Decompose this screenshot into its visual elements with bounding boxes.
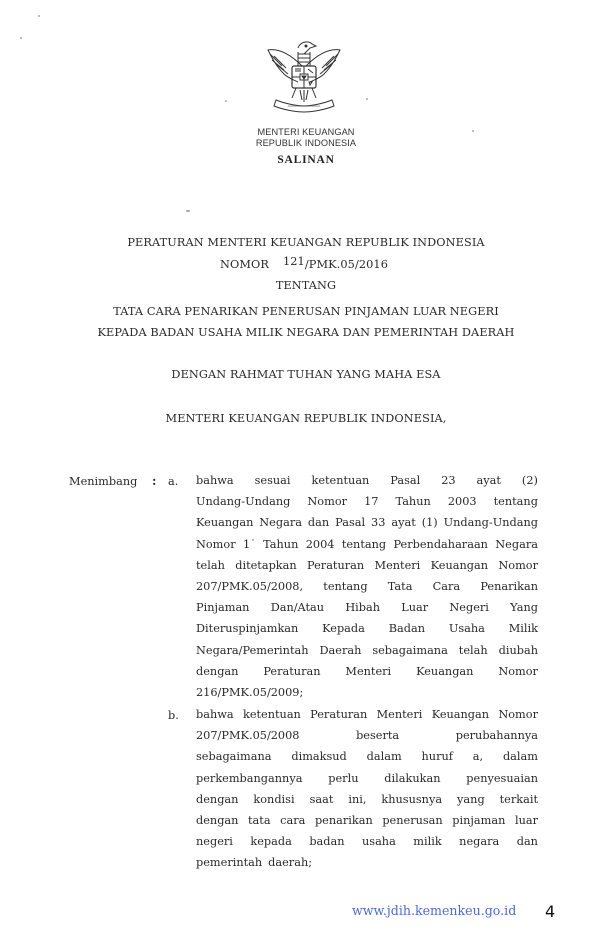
word: dengan — [196, 813, 239, 827]
word: telah — [458, 643, 488, 657]
nomor-number: 121 — [282, 255, 305, 268]
word: Keuangan — [196, 516, 254, 530]
menimbang-colon: : — [152, 474, 157, 488]
word: negara — [459, 835, 500, 849]
word: dengan — [196, 664, 239, 678]
word: Peraturan — [263, 664, 321, 678]
paragraph-line — [196, 555, 538, 576]
word: perkembangannya — [196, 771, 303, 785]
copy-label: SALINAN — [277, 154, 335, 166]
word: Tahun — [395, 495, 431, 509]
paragraph-line — [196, 576, 538, 597]
paragraph-line — [196, 789, 538, 810]
word: dengan — [196, 792, 239, 806]
word: 23 — [441, 474, 456, 487]
word: diubah — [498, 643, 538, 657]
word: penyesuaian — [466, 771, 538, 785]
word: 207/PMK.05/2008 — [196, 729, 300, 743]
word: sebagaimana — [372, 643, 448, 657]
word: Kepada — [322, 622, 365, 636]
word: (2) — [521, 474, 538, 487]
word: ayat — [476, 474, 501, 487]
word: penarikan — [314, 813, 373, 827]
word: Hibah — [345, 601, 381, 615]
word: Badan — [388, 622, 425, 636]
scan-speck — [472, 130, 474, 132]
word: daerah; — [268, 856, 313, 870]
word: ini, — [348, 792, 367, 806]
scan-speck — [38, 15, 40, 17]
word: ayat — [391, 516, 416, 530]
paragraph-line — [196, 810, 538, 831]
page-number-mark: 4 — [545, 902, 556, 921]
item-a-paragraph — [196, 470, 538, 703]
paragraph-line — [196, 682, 538, 703]
word: dalam — [366, 750, 402, 764]
word: Menteri — [374, 558, 421, 572]
item-a-letter: a. — [168, 475, 179, 488]
paragraph-line — [196, 491, 538, 512]
word: Negeri — [449, 601, 489, 615]
subject-line-2: KEPADA BADAN USAHA MILIK NEGARA DAN PEMERINTAH DAERAH — [97, 326, 515, 339]
paragraph-line — [196, 597, 538, 618]
word: dimaksud — [291, 750, 347, 764]
regulation-title: PERATURAN MENTERI KEUANGAN REPUBLIK INDONESIA — [127, 236, 485, 249]
word: cara — [280, 813, 306, 827]
word: 17 — [364, 495, 379, 509]
word: sesuai — [254, 474, 291, 487]
word: 1˙ — [242, 537, 256, 551]
word: 2003 — [447, 495, 477, 509]
paragraph-line — [196, 768, 538, 789]
word: beserta — [356, 729, 400, 743]
word: ditetapkan — [235, 558, 297, 572]
word: milik — [413, 835, 442, 849]
paragraph-line — [196, 470, 538, 491]
word: Milik — [508, 622, 538, 636]
word: 207/PMK.05/2008, — [196, 579, 304, 593]
paragraph-line — [196, 852, 538, 873]
word: Negara — [259, 516, 302, 530]
nomor-suffix: /PMK.05/2016 — [304, 258, 388, 271]
word: Nomor — [498, 558, 538, 572]
word: badan — [309, 835, 345, 849]
word: yang — [457, 792, 485, 806]
word: Nomor — [196, 537, 236, 551]
word: Keuangan — [430, 558, 489, 572]
subject-line-1: TATA CARA PENARIKAN PENERUSAN PINJAMAN LUAR NEGERI — [113, 305, 499, 318]
blessing-line: DENGAN RAHMAT TUHAN YANG MAHA ESA — [171, 368, 441, 381]
word: ketentuan — [242, 708, 301, 721]
jdih-website-link[interactable]: www.jdih.kemenkeu.go.id — [352, 903, 517, 918]
word: pinjaman — [452, 813, 506, 827]
nomor-label: NOMOR — [220, 258, 269, 271]
word: tentang — [341, 537, 387, 551]
paragraph-line — [196, 704, 538, 725]
word: Perbendaharaan — [393, 537, 488, 551]
minister-line: MENTERI KEUANGAN REPUBLIK INDONESIA, — [165, 412, 447, 425]
tentang-label: TENTANG — [275, 279, 337, 292]
word: 216/PMK.05/2009; — [196, 685, 304, 699]
paragraph-line — [196, 746, 538, 767]
word: penerusan — [382, 813, 443, 827]
paragraph-line — [196, 725, 538, 746]
word: Keuangan — [416, 664, 474, 678]
word: saat — [309, 792, 334, 806]
word: Menteri — [345, 664, 392, 678]
word: terkait — [499, 792, 538, 806]
word: 33 — [371, 516, 386, 530]
word: negeri — [196, 835, 233, 849]
word: Keuangan — [431, 708, 490, 721]
word: Penarikan — [480, 579, 538, 593]
paragraph-line — [196, 661, 538, 682]
word: Daerah — [319, 643, 362, 657]
word: Peraturan — [310, 708, 368, 721]
word: Usaha — [448, 622, 485, 636]
ministry-name-line1: MENTERI KEUANGAN — [257, 127, 355, 137]
ministry-name-line2: REPUBLIK INDONESIA — [255, 138, 357, 148]
word: Diteruspinjamkan — [196, 622, 299, 636]
word: tentang — [493, 495, 538, 509]
word: Pasal — [390, 474, 421, 487]
word: kepada — [250, 835, 292, 849]
item-b-letter: b. — [168, 709, 179, 722]
word: Dan/Atau — [270, 601, 325, 615]
word: 2004 — [305, 537, 335, 551]
word: Luar — [401, 601, 429, 615]
word: Menteri — [376, 708, 423, 721]
word: Undang-Undang — [196, 495, 291, 509]
item-b-paragraph — [196, 704, 538, 874]
paragraph-line — [196, 512, 538, 533]
word: Yang — [510, 601, 538, 615]
word: Peraturan — [307, 558, 365, 572]
regulation-number — [0, 255, 610, 271]
word: perlu — [328, 771, 359, 785]
word: dilakukan — [384, 771, 441, 785]
word: telah — [196, 558, 225, 572]
word: bahwa — [196, 708, 234, 721]
word: a, — [472, 750, 484, 764]
word: sebagaimana — [196, 750, 272, 764]
word: Nomor — [307, 495, 348, 509]
word: luar — [514, 813, 538, 827]
word: Cara — [432, 579, 461, 593]
word: perubahannya — [455, 729, 538, 743]
scan-speck — [186, 210, 190, 212]
word: Negara/Pemerintah — [196, 643, 309, 657]
word: usaha — [362, 835, 396, 849]
paragraph-line — [196, 640, 538, 661]
word: pemerintah — [196, 856, 263, 870]
word: dan — [307, 516, 330, 530]
word: Tata — [387, 579, 413, 593]
word: Pasal — [335, 516, 366, 530]
word: Nomor — [498, 708, 538, 721]
word: ketentuan — [311, 474, 370, 487]
word: Nomor — [498, 664, 538, 678]
scan-speck — [20, 37, 22, 39]
word: Negara — [495, 537, 538, 551]
word: tata — [248, 813, 271, 827]
word: huruf — [421, 750, 453, 764]
word: Pinjaman — [196, 601, 250, 615]
word: Tahun — [263, 537, 299, 551]
word: khususnya — [381, 792, 443, 806]
word: tentang — [323, 579, 368, 593]
scan-speck — [366, 98, 368, 100]
word: kondisi — [253, 792, 295, 806]
word: Undang-Undang — [443, 516, 538, 530]
paragraph-line — [196, 618, 538, 639]
word: dan — [516, 835, 538, 849]
word: (1) — [421, 516, 438, 530]
word: bahwa — [196, 474, 234, 487]
menimbang-label: Menimbang — [69, 475, 138, 488]
scan-speck — [225, 100, 227, 102]
garuda-emblem-icon — [262, 36, 346, 122]
paragraph-line — [196, 831, 538, 852]
word: dalam — [502, 750, 538, 764]
paragraph-line — [196, 534, 538, 555]
